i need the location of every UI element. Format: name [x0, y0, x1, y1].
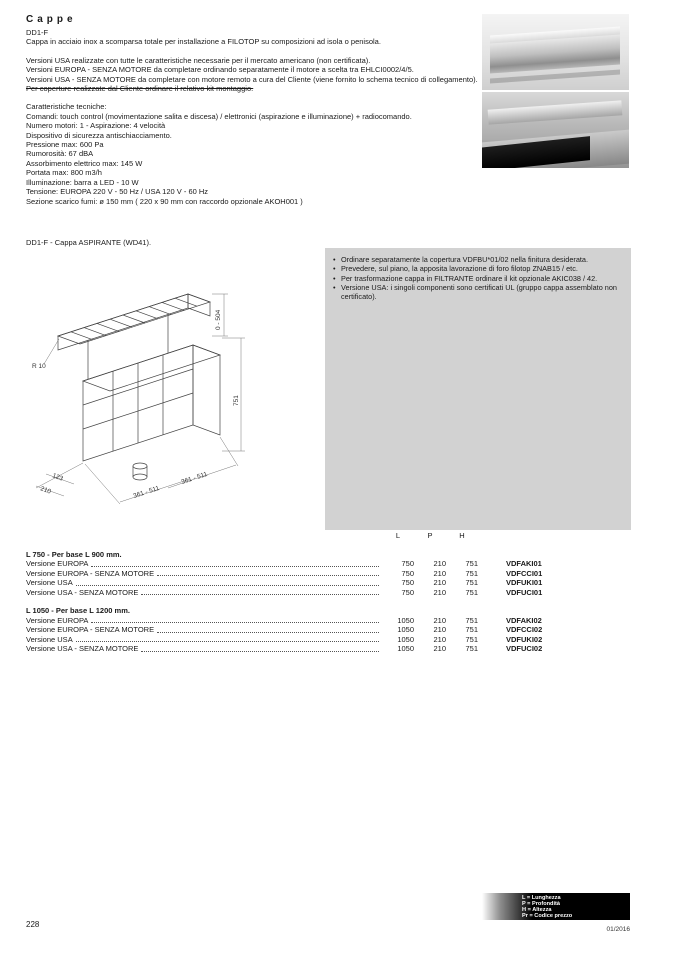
bullet-icon: • [333, 273, 336, 283]
table-header-row [26, 531, 586, 541]
row-label: Versione EUROPA [26, 615, 89, 625]
value-L: 750 [401, 568, 414, 578]
versions-paragraph [26, 56, 478, 94]
value-P: 210 [433, 644, 446, 653]
table-row [26, 625, 586, 635]
page-number: 228 [26, 920, 40, 929]
product-code: VDFAKI02 [506, 615, 542, 625]
legend-line: Pr = Codice prezzo [522, 912, 573, 919]
value-H: 751 [465, 568, 478, 578]
legend-box [482, 893, 630, 920]
tech-specs [26, 102, 478, 205]
dot-leader [157, 575, 379, 576]
bullet-icon: • [333, 264, 336, 274]
value-L: 750 [401, 578, 414, 587]
row-label: Versione USA - SENZA MOTORE [26, 587, 139, 597]
tech-line: Numero motori: 1 - Aspirazione: 4 velocità [26, 121, 166, 131]
note-item [333, 274, 623, 283]
version-line: Versioni USA realizzate con tutte le caratteristiche necessarie per il mercato americano (non certificata). [26, 55, 371, 65]
value-H: 751 [465, 578, 478, 587]
value-P: 210 [433, 587, 446, 597]
row-label: Versione USA [26, 634, 73, 644]
dim-travel-label: 0 - 504 [215, 309, 222, 330]
dot-leader [157, 632, 379, 633]
product-code: VDFCCI01 [506, 568, 543, 578]
product-code: VDFAKI01 [506, 559, 542, 568]
intro-block [26, 14, 478, 206]
value-H: 751 [465, 615, 478, 625]
note-item [333, 283, 623, 302]
section-title: L 1050 - Per base L 1200 mm. [26, 606, 130, 615]
dim-depth-small-label: 123 [51, 472, 64, 483]
product-photo-closed [482, 14, 629, 90]
value-H: 751 [465, 644, 478, 653]
value-H: 751 [465, 634, 478, 644]
note-text: Prevedere, sul piano, la apposita lavorazione di foro filotop ZNAB15 / etc. [341, 264, 578, 274]
price-table [26, 531, 586, 654]
page-title: Cappe [26, 14, 77, 25]
dot-leader [76, 585, 379, 586]
value-L: 750 [401, 559, 414, 568]
note-text: Versione USA: i singoli componenti sono certificati UL (gruppo cappa assemblato non certificato). [341, 282, 617, 302]
value-H: 751 [465, 625, 478, 634]
dim-height-label: 751 [233, 395, 240, 406]
value-P: 210 [433, 559, 446, 568]
row-label: Versione EUROPA - SENZA MOTORE [26, 625, 155, 634]
version-line: Versioni USA - SENZA MOTORE da completare con motore remoto a cura del Cliente (viene fornito lo schema tecnico di collegamento). [26, 74, 478, 84]
row-label: Versione EUROPA [26, 559, 89, 568]
note-item [333, 255, 623, 264]
table-row [26, 616, 586, 626]
legend-line: P = Profondità [522, 900, 560, 907]
technical-drawing-svg [28, 276, 328, 530]
drawing-caption: DD1-F - Cappa ASPIRANTE (WD41). [26, 238, 152, 247]
row-label: Versione USA [26, 578, 73, 587]
bullet-icon: • [333, 255, 336, 264]
table-row [26, 569, 586, 579]
table-row [26, 578, 586, 588]
row-label: Versione EUROPA - SENZA MOTORE [26, 568, 155, 578]
note-item [333, 264, 623, 273]
tech-line: Portata max: 800 m3/h [26, 168, 102, 178]
section-title: L 750 - Per base L 900 mm. [26, 549, 122, 559]
version-line: Versioni EUROPA - SENZA MOTORE da completare ordinando separatamente il motore a scelta tra EHLCI0002/4/5. [26, 65, 414, 75]
table-row [26, 559, 586, 569]
value-H: 751 [465, 587, 478, 597]
value-P: 210 [433, 634, 446, 644]
tech-line: Comandi: touch control (movimentazione salita e discesa) / elettronici (aspirazione e illuminazione) + radiocomando. [26, 111, 412, 121]
row-label: Versione USA - SENZA MOTORE [26, 644, 139, 653]
table-row [26, 644, 586, 654]
edition-date: 01/2016 [606, 926, 630, 933]
col-header-H: H [459, 531, 465, 540]
legend-line: L = Lunghezza [522, 895, 561, 901]
note-text: Ordinare separatamente la copertura VDFBU*01/02 nella finitura desiderata. [341, 255, 589, 264]
tech-line: Rumorosità: 67 dBA [26, 149, 94, 159]
value-L: 1050 [397, 634, 414, 644]
product-code: VDFUKI02 [506, 634, 543, 644]
tech-line: Sezione scarico fumi: ø 150 mm ( 220 x 90 mm con raccordo opzionale AKOH001 ) [26, 196, 303, 206]
value-L: 750 [401, 587, 414, 597]
model-code: DD1-F [26, 28, 49, 37]
note-text: Per trasformazione cappa in FILTRANTE ordinare il kit opzionale AKIC038 / 42. [341, 273, 598, 283]
tech-line: Pressione max: 600 Pa [26, 140, 104, 150]
dot-leader [141, 651, 379, 652]
tech-specs-title: Caratteristiche tecniche: [26, 102, 107, 112]
product-photos [482, 14, 629, 168]
value-P: 210 [433, 615, 446, 625]
product-code: VDFUCI01 [506, 587, 543, 597]
dot-leader [91, 566, 379, 567]
value-P: 210 [433, 568, 446, 578]
hood-slab-shape [488, 100, 623, 124]
tech-line: Tensione: EUROPA 220 V - 50 Hz / USA 120 V - 60 Hz [26, 187, 209, 197]
value-L: 1050 [397, 625, 414, 634]
table-row [26, 588, 586, 598]
ordering-notes-box [325, 248, 631, 530]
dot-leader [91, 622, 379, 623]
col-header-P: P [427, 531, 433, 540]
value-P: 210 [433, 578, 446, 587]
product-code: VDFCCI02 [506, 625, 543, 634]
table-row [26, 635, 586, 645]
tech-line: Dispositivo di sicurezza antischiacciamento. [26, 130, 172, 140]
tech-line: Illuminazione: barra a LED - 10 W [26, 177, 139, 187]
dim-depth-large-label: 210 [39, 485, 52, 496]
dot-leader [141, 594, 379, 595]
product-photo-installed [482, 92, 629, 168]
value-L: 1050 [397, 615, 414, 625]
product-code: VDFUKI01 [506, 578, 543, 587]
value-H: 751 [465, 559, 478, 568]
col-header-L: L [395, 531, 401, 540]
product-description: Cappa in acciaio inox a scomparsa totale per installazione a FILOTOP su composizioni ad isola o penisola. [26, 37, 381, 47]
value-L: 1050 [397, 644, 414, 653]
dot-leader [76, 641, 379, 642]
dim-radius-label: R 10 [32, 363, 46, 370]
version-line-strikethrough: Per coperture realizzate dal Cliente ordinare il relativo kit montaggio. [26, 84, 254, 94]
bullet-icon: • [333, 282, 336, 292]
dim-diagonal-label: 361 - 511 [180, 470, 209, 486]
dim-diagonal-label: 361 - 511 [132, 484, 161, 500]
value-P: 210 [433, 625, 446, 634]
product-code: VDFUCI02 [506, 644, 543, 653]
tech-line: Assorbimento elettrico max: 145 W [26, 158, 143, 168]
legend-line: H = Altezza [522, 906, 552, 913]
technical-drawing [28, 276, 328, 530]
